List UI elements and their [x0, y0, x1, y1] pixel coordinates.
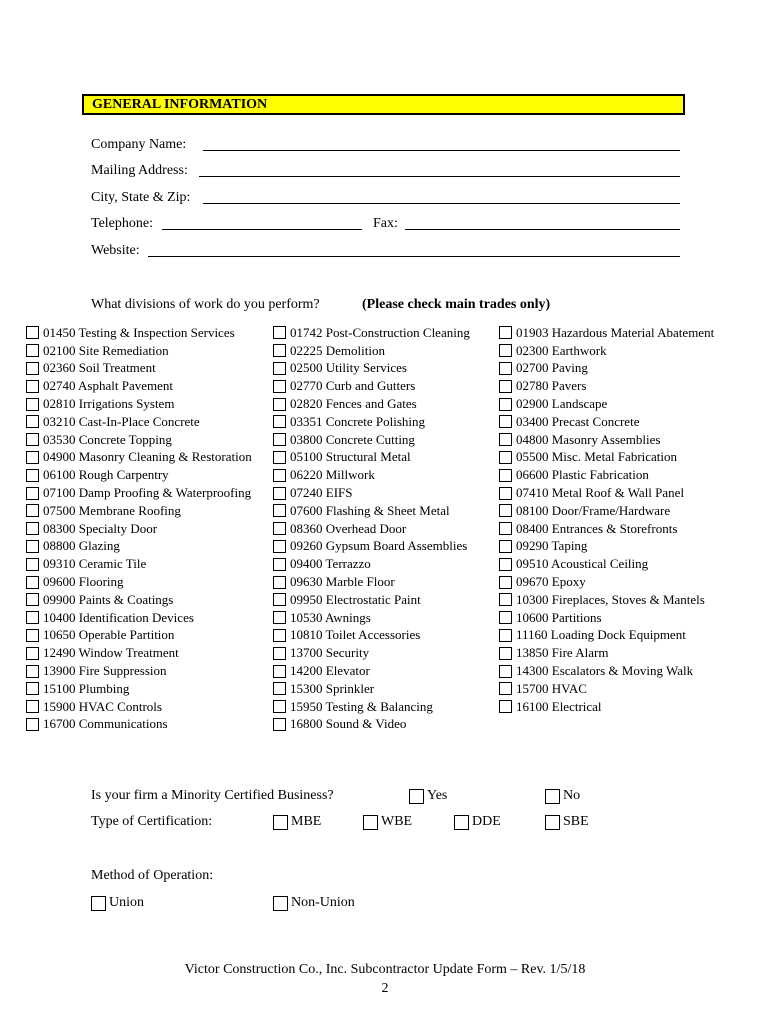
cert-wbe-label: WBE: [381, 814, 413, 829]
trade-label: 08300 Specialty Door: [43, 520, 158, 536]
trade-option[interactable]: [26, 644, 252, 662]
minority-no-label: No: [563, 788, 581, 803]
trade-label: 04900 Masonry Cleaning & Restoration: [43, 449, 252, 465]
trade-label: 09290 Taping: [516, 538, 588, 554]
page-number-row: [0, 981, 770, 997]
trade-label: 07100 Damp Proofing & Waterproofing: [43, 485, 252, 501]
trade-checkbox[interactable]: [273, 451, 286, 464]
union-checkbox[interactable]: [91, 896, 106, 911]
trade-option[interactable]: [273, 609, 470, 627]
divisions-instruction-text: (Please check main trades only): [362, 297, 551, 312]
divisions-question: [91, 297, 320, 313]
trade-label: 05100 Structural Metal: [290, 449, 411, 465]
trade-label: 02770 Curb and Gutters: [290, 378, 416, 394]
trade-label: 09670 Epoxy: [516, 574, 586, 590]
trade-label: 16800 Sound & Video: [290, 716, 407, 732]
trade-checkbox[interactable]: [499, 611, 512, 624]
trade-option[interactable]: [26, 413, 252, 431]
trade-option[interactable]: [273, 377, 470, 395]
trade-checkbox[interactable]: [273, 593, 286, 606]
trade-option[interactable]: [273, 591, 470, 609]
trade-checkbox[interactable]: [499, 344, 512, 357]
method-of-operation-text: Method of Operation:: [91, 868, 214, 883]
section-title: GENERAL INFORMATION: [92, 97, 268, 112]
trade-option[interactable]: [499, 342, 714, 360]
trade-option[interactable]: [499, 591, 714, 609]
trades-column-3: [499, 324, 714, 716]
trade-label: 09600 Flooring: [43, 574, 124, 590]
trade-label: 03530 Concrete Topping: [43, 431, 172, 447]
trade-option[interactable]: [26, 573, 252, 591]
trade-label: 02100 Site Remediation: [43, 342, 169, 358]
trade-checkbox[interactable]: [26, 522, 39, 535]
trade-checkbox[interactable]: [26, 593, 39, 606]
trade-label: 09510 Acoustical Ceiling: [516, 556, 649, 572]
trade-label: 08400 Entrances & Storefronts: [516, 520, 678, 536]
trade-label: 15950 Testing & Balancing: [290, 698, 433, 714]
trade-label: 12490 Window Treatment: [43, 645, 179, 661]
trade-checkbox[interactable]: [273, 433, 286, 446]
trade-label: 02360 Soil Treatment: [43, 360, 156, 376]
trade-option[interactable]: [273, 520, 470, 538]
trade-label: 09400 Terrazzo: [290, 556, 371, 572]
trade-checkbox[interactable]: [273, 718, 286, 731]
trade-option[interactable]: [499, 680, 714, 698]
trade-label: 14300 Escalators & Moving Walk: [516, 663, 694, 679]
trade-option[interactable]: [273, 395, 470, 413]
trade-checkbox[interactable]: [499, 362, 512, 375]
trade-checkbox[interactable]: [273, 558, 286, 571]
trade-option[interactable]: [499, 360, 714, 378]
trade-label: 08360 Overhead Door: [290, 520, 407, 536]
cert-sbe-option[interactable]: [545, 814, 589, 830]
trade-label: 10650 Operable Partition: [43, 627, 175, 643]
trade-checkbox[interactable]: [26, 629, 39, 642]
trade-checkbox[interactable]: [499, 540, 512, 553]
trade-checkbox[interactable]: [499, 593, 512, 606]
trade-checkbox[interactable]: [273, 504, 286, 517]
trade-checkbox[interactable]: [499, 326, 512, 339]
trade-label: 16100 Electrical: [516, 698, 602, 714]
trade-label: 11160 Loading Dock Equipment: [516, 627, 686, 643]
certification-type-label: [91, 814, 212, 830]
trade-label: 06220 Millwork: [290, 467, 375, 483]
divisions-question-text: What divisions of work do you perform?: [91, 297, 320, 312]
trade-label: 01450 Testing & Inspection Services: [43, 324, 235, 340]
trade-option[interactable]: [26, 377, 252, 395]
trade-option[interactable]: [26, 555, 252, 573]
trade-checkbox[interactable]: [273, 398, 286, 411]
trade-label: 02780 Pavers: [516, 378, 587, 394]
trade-label: 15300 Sprinkler: [290, 680, 375, 696]
trade-option[interactable]: [499, 484, 714, 502]
trade-checkbox[interactable]: [26, 487, 39, 500]
trade-label: 13850 Fire Alarm: [516, 645, 609, 661]
minority-yes-label: Yes: [427, 788, 448, 803]
trade-option[interactable]: [273, 342, 470, 360]
trade-option[interactable]: [26, 431, 252, 449]
trade-checkbox[interactable]: [26, 682, 39, 695]
trade-checkbox[interactable]: [26, 665, 39, 678]
page-number: 2: [381, 981, 389, 996]
trade-checkbox[interactable]: [499, 398, 512, 411]
trade-label: 10530 Awnings: [290, 609, 371, 625]
trade-option[interactable]: [499, 662, 714, 680]
trade-checkbox[interactable]: [26, 398, 39, 411]
cert-wbe-checkbox[interactable]: [363, 815, 378, 830]
telephone-label: Telephone:: [91, 216, 153, 231]
trade-option[interactable]: [499, 627, 714, 645]
trade-option[interactable]: [273, 502, 470, 520]
trade-label: 10810 Toilet Accessories: [290, 627, 421, 643]
trade-label: 02225 Demolition: [290, 342, 385, 358]
mailing-address-row: [91, 163, 681, 181]
trade-label: 06600 Plastic Fabrication: [516, 467, 649, 483]
telephone-field[interactable]: [162, 229, 362, 230]
trade-option[interactable]: [499, 502, 714, 520]
trade-label: 02300 Earthwork: [516, 342, 607, 358]
trade-checkbox[interactable]: [26, 469, 39, 482]
trade-label: 15100 Plumbing: [43, 680, 130, 696]
minority-yes-option[interactable]: [409, 788, 447, 804]
trade-checkbox[interactable]: [26, 344, 39, 357]
trade-label: 04800 Masonry Assemblies: [516, 431, 661, 447]
trade-option[interactable]: [499, 555, 714, 573]
trade-label: 07240 EIFS: [290, 485, 353, 501]
trade-option[interactable]: [273, 413, 470, 431]
trade-label: 15700 HVAC: [516, 680, 587, 696]
cert-mbe-option[interactable]: [273, 814, 321, 830]
trade-option[interactable]: [273, 627, 470, 645]
trade-checkbox[interactable]: [26, 362, 39, 375]
trade-option[interactable]: [273, 484, 470, 502]
trade-option[interactable]: [499, 377, 714, 395]
trade-option[interactable]: [26, 520, 252, 538]
union-option[interactable]: [91, 895, 144, 911]
trade-option[interactable]: [273, 662, 470, 680]
trade-checkbox[interactable]: [26, 380, 39, 393]
city-state-zip-field[interactable]: [203, 203, 680, 204]
trades-column-2: [273, 324, 470, 733]
trade-checkbox[interactable]: [499, 487, 512, 500]
trade-checkbox[interactable]: [273, 362, 286, 375]
mailing-address-label: Mailing Address:: [91, 163, 188, 178]
minority-question: [91, 788, 334, 804]
trade-checkbox[interactable]: [26, 326, 39, 339]
trade-option[interactable]: [499, 431, 714, 449]
trade-option[interactable]: [26, 716, 252, 734]
trade-label: 01903 Hazardous Material Abatement: [516, 324, 715, 340]
trade-checkbox[interactable]: [273, 540, 286, 553]
trade-option[interactable]: [499, 538, 714, 556]
trade-checkbox[interactable]: [499, 380, 512, 393]
trade-checkbox[interactable]: [499, 629, 512, 642]
trade-checkbox[interactable]: [273, 629, 286, 642]
divisions-instruction: [362, 297, 550, 313]
trade-checkbox[interactable]: [273, 326, 286, 339]
trade-checkbox[interactable]: [273, 611, 286, 624]
trade-checkbox[interactable]: [499, 700, 512, 713]
cert-dde-option[interactable]: [454, 814, 501, 830]
telephone-fax-row: [91, 216, 681, 234]
trade-option[interactable]: [273, 324, 470, 342]
trade-option[interactable]: [499, 449, 714, 467]
trade-checkbox[interactable]: [499, 451, 512, 464]
minority-no-option[interactable]: [545, 788, 580, 804]
trade-option[interactable]: [273, 449, 470, 467]
cert-wbe-option[interactable]: [363, 814, 412, 830]
trade-option[interactable]: [273, 680, 470, 698]
trade-label: 09630 Marble Floor: [290, 574, 395, 590]
trade-option[interactable]: [26, 662, 252, 680]
trade-option[interactable]: [273, 644, 470, 662]
website-row: [91, 243, 681, 261]
trade-option[interactable]: [26, 395, 252, 413]
trade-label: 10600 Partitions: [516, 609, 602, 625]
company-name-row: [91, 137, 681, 155]
footer-form-title: Victor Construction Co., Inc. Subcontractor Update Form – Rev. 1/5/18: [184, 962, 586, 977]
trade-checkbox[interactable]: [499, 682, 512, 695]
trade-option[interactable]: [499, 698, 714, 716]
trade-label: 02740 Asphalt Pavement: [43, 378, 173, 394]
trade-checkbox[interactable]: [26, 647, 39, 660]
trade-option[interactable]: [499, 609, 714, 627]
trade-checkbox[interactable]: [273, 647, 286, 660]
trade-label: 15900 HVAC Controls: [43, 698, 162, 714]
minority-yes-checkbox[interactable]: [409, 789, 424, 804]
trade-option[interactable]: [499, 520, 714, 538]
trade-label: 02900 Landscape: [516, 396, 608, 412]
form-footer: [0, 962, 770, 978]
trade-label: 13700 Security: [290, 645, 370, 661]
trade-option[interactable]: [26, 538, 252, 556]
trade-option[interactable]: [26, 484, 252, 502]
fax-label: Fax:: [373, 216, 398, 231]
trade-checkbox[interactable]: [273, 700, 286, 713]
trade-label: 16700 Communications: [43, 716, 168, 732]
trade-checkbox[interactable]: [273, 576, 286, 589]
cert-mbe-checkbox[interactable]: [273, 815, 288, 830]
trade-label: 07500 Membrane Roofing: [43, 502, 181, 518]
trade-checkbox[interactable]: [273, 344, 286, 357]
trade-checkbox[interactable]: [26, 558, 39, 571]
trade-label: 14200 Elevator: [290, 663, 370, 679]
cert-sbe-label: SBE: [563, 814, 589, 829]
trade-checkbox[interactable]: [273, 682, 286, 695]
city-state-zip-row: [91, 190, 681, 208]
trade-label: 02500 Utility Services: [290, 360, 407, 376]
trade-option[interactable]: [26, 449, 252, 467]
cert-sbe-checkbox[interactable]: [545, 815, 560, 830]
trade-checkbox[interactable]: [26, 576, 39, 589]
mailing-address-field[interactable]: [199, 176, 680, 177]
trade-option[interactable]: [273, 538, 470, 556]
trade-label: 07600 Flashing & Sheet Metal: [290, 502, 450, 518]
trade-checkbox[interactable]: [499, 558, 512, 571]
trade-label: 09900 Paints & Coatings: [43, 591, 174, 607]
trade-option[interactable]: [499, 644, 714, 662]
trade-option[interactable]: [499, 324, 714, 342]
trade-label: 05500 Misc. Metal Fabrication: [516, 449, 678, 465]
trade-option[interactable]: [273, 431, 470, 449]
trade-label: 01742 Post-Construction Cleaning: [290, 324, 470, 340]
trade-checkbox[interactable]: [499, 415, 512, 428]
website-field[interactable]: [148, 256, 680, 257]
trade-label: 03400 Precast Concrete: [516, 413, 640, 429]
trade-checkbox[interactable]: [499, 433, 512, 446]
non-union-option[interactable]: [273, 895, 355, 911]
trade-checkbox[interactable]: [273, 380, 286, 393]
trade-option[interactable]: [26, 609, 252, 627]
trade-checkbox[interactable]: [499, 504, 512, 517]
cert-dde-checkbox[interactable]: [454, 815, 469, 830]
trade-checkbox[interactable]: [26, 718, 39, 731]
trade-option[interactable]: [499, 573, 714, 591]
trade-label: 13900 Fire Suppression: [43, 663, 167, 679]
trade-checkbox[interactable]: [499, 665, 512, 678]
trade-option[interactable]: [26, 680, 252, 698]
trade-label: 02810 Irrigations System: [43, 396, 175, 412]
city-state-zip-label: City, State & Zip:: [91, 190, 191, 205]
minority-question-text: Is your firm a Minority Certified Business?: [91, 788, 334, 803]
trade-option[interactable]: [26, 342, 252, 360]
non-union-label: Non-Union: [291, 895, 355, 910]
trade-checkbox[interactable]: [273, 487, 286, 500]
trade-label: 06100 Rough Carpentry: [43, 467, 169, 483]
minority-no-checkbox[interactable]: [545, 789, 560, 804]
trade-option[interactable]: [26, 698, 252, 716]
trade-option[interactable]: [26, 502, 252, 520]
company-name-field[interactable]: [203, 150, 680, 151]
trade-label: 03210 Cast-In-Place Concrete: [43, 413, 200, 429]
trade-label: 10300 Fireplaces, Stoves & Mantels: [516, 591, 705, 607]
trade-option[interactable]: [26, 591, 252, 609]
trade-label: 03800 Concrete Cutting: [290, 431, 415, 447]
trade-label: 09260 Gypsum Board Assemblies: [290, 538, 468, 554]
trade-label: 09950 Electrostatic Paint: [290, 591, 421, 607]
trade-checkbox[interactable]: [273, 469, 286, 482]
trade-checkbox[interactable]: [499, 647, 512, 660]
trade-checkbox[interactable]: [26, 504, 39, 517]
cert-mbe-label: MBE: [291, 814, 322, 829]
trade-option[interactable]: [26, 360, 252, 378]
trade-checkbox[interactable]: [26, 700, 39, 713]
trade-label: 08800 Glazing: [43, 538, 120, 554]
trade-label: 07410 Metal Roof & Wall Panel: [516, 485, 685, 501]
trades-column-1: [26, 324, 252, 733]
trade-option[interactable]: [499, 395, 714, 413]
trade-option[interactable]: [273, 466, 470, 484]
trade-label: 09310 Ceramic Tile: [43, 556, 147, 572]
trade-checkbox[interactable]: [273, 522, 286, 535]
trade-option[interactable]: [273, 573, 470, 591]
certification-type-text: Type of Certification:: [91, 814, 213, 829]
fax-field[interactable]: [405, 229, 680, 230]
trade-label: 02700 Paving: [516, 360, 588, 376]
union-label: Union: [109, 895, 144, 910]
trade-checkbox[interactable]: [499, 576, 512, 589]
trade-option[interactable]: [273, 360, 470, 378]
trade-label: 08100 Door/Frame/Hardware: [516, 502, 671, 518]
trade-label: 03351 Concrete Polishing: [290, 413, 426, 429]
trade-option[interactable]: [499, 466, 714, 484]
cert-dde-label: DDE: [472, 814, 501, 829]
website-label: Website:: [91, 243, 140, 258]
trade-checkbox[interactable]: [499, 522, 512, 535]
trade-checkbox[interactable]: [26, 540, 39, 553]
trade-checkbox[interactable]: [26, 415, 39, 428]
general-information-header: [82, 94, 685, 115]
trade-option[interactable]: [273, 716, 470, 734]
trade-option[interactable]: [273, 698, 470, 716]
trade-option[interactable]: [499, 413, 714, 431]
trade-checkbox[interactable]: [26, 433, 39, 446]
non-union-checkbox[interactable]: [273, 896, 288, 911]
trade-checkbox[interactable]: [273, 665, 286, 678]
method-of-operation-label: [91, 868, 213, 884]
company-name-label: Company Name:: [91, 137, 187, 152]
trade-checkbox[interactable]: [26, 451, 39, 464]
trade-option[interactable]: [273, 555, 470, 573]
trade-label: 10400 Identification Devices: [43, 609, 194, 625]
trade-option[interactable]: [26, 627, 252, 645]
trade-checkbox[interactable]: [26, 611, 39, 624]
trade-option[interactable]: [26, 324, 252, 342]
trade-label: 02820 Fences and Gates: [290, 396, 417, 412]
trade-checkbox[interactable]: [273, 415, 286, 428]
trade-checkbox[interactable]: [499, 469, 512, 482]
trade-option[interactable]: [26, 466, 252, 484]
